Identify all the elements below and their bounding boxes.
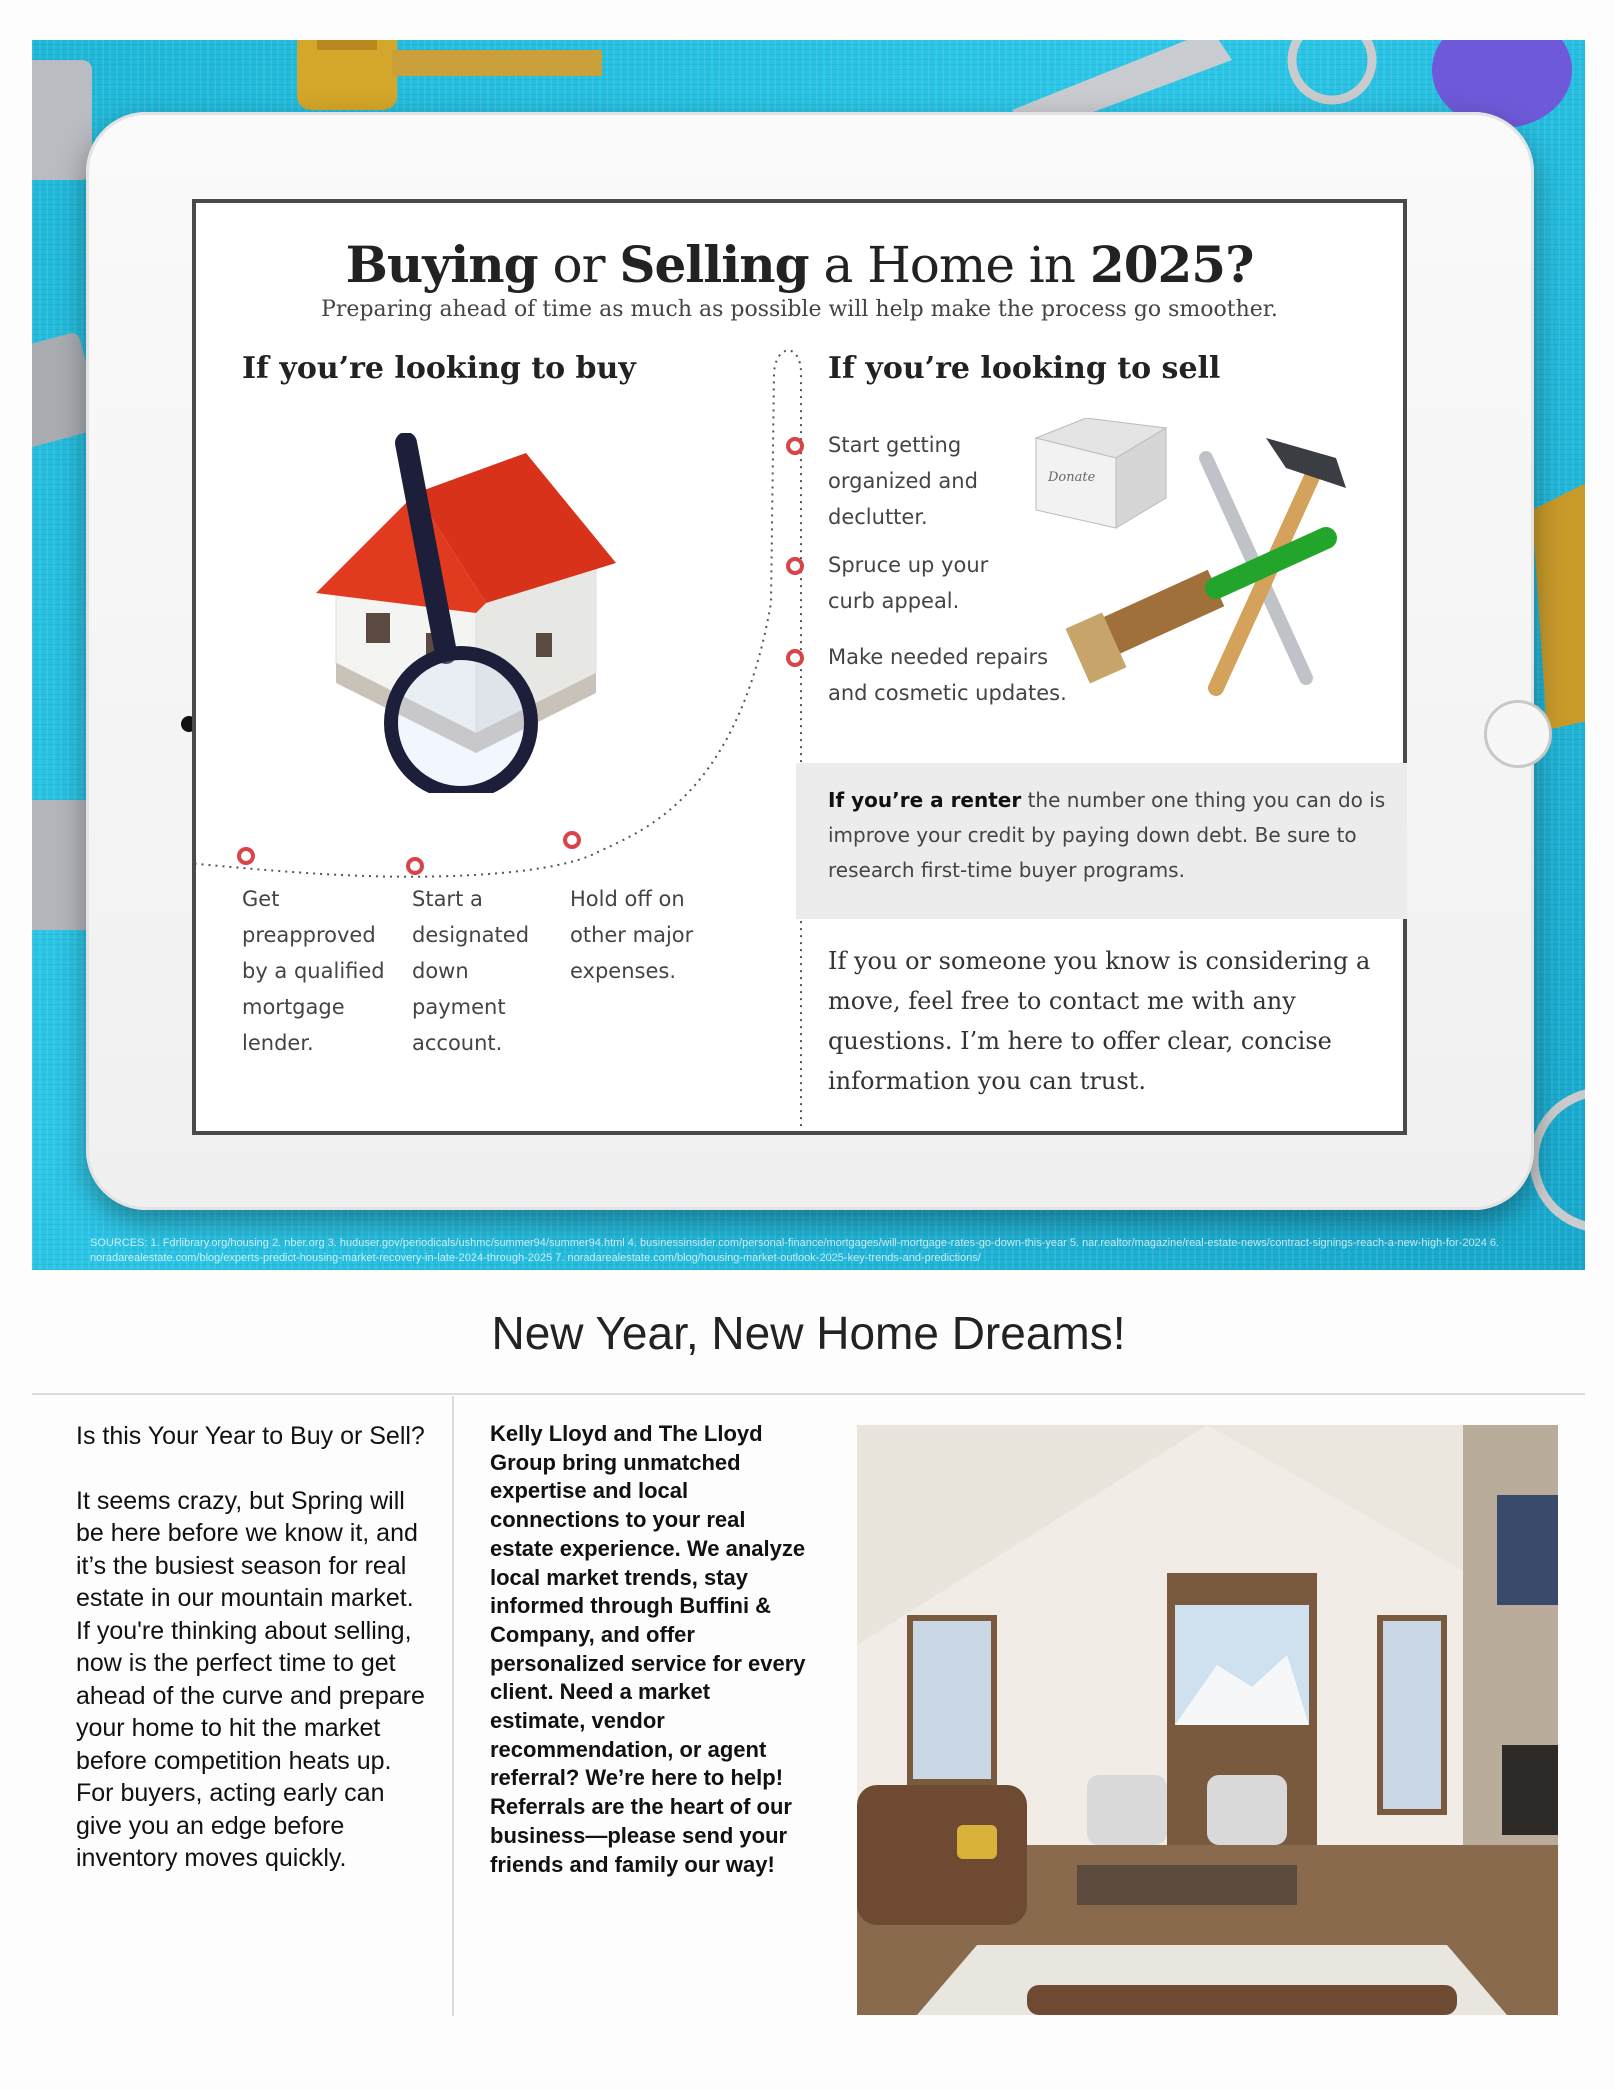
sell-step-1-line-1: Start getting (828, 433, 962, 457)
sell-step-marker-2 (786, 557, 804, 575)
buy-step-1-line-4: mortgage (242, 995, 345, 1019)
gold-key-icon (297, 40, 602, 110)
buy-step-2-line-5: account. (412, 1031, 503, 1055)
title-home-in: a Home in (808, 236, 1090, 294)
title-selling: Selling (619, 235, 809, 294)
left-column (76, 1420, 428, 1875)
buy-step-1-line-5: lender. (242, 1031, 314, 1055)
sell-step-1 (828, 427, 978, 535)
left-question: Is this Your Year to Buy or Sell? (76, 1422, 425, 1450)
sell-step-3-line-2: and cosmetic updates. (828, 681, 1067, 705)
infographic-title (196, 235, 1403, 294)
buy-step-3-line-3: expenses. (570, 959, 677, 983)
house-magnifier-icon (276, 433, 656, 793)
sell-step-3-line-1: Make needed repairs (828, 645, 1049, 669)
article-headline: New Year, New Home Dreams! (32, 1270, 1585, 1395)
sources-footnote: SOURCES: 1. Fdrlibrary.org/housing 2. nber.org 3. huduser.gov/periodicals/ushmc/summer94/summer94.html 4. businessinsider.com/personal-finance/mortgages/will-mortgage-rates-go-down-this-year 5. nar.realtor/magazine/real-estate-news/contract-signings-reach-a-new-high-for-2024 6. noradarealestate.com/blog/experts-predict-housing-market-recovery-in-late-2024-through-2025 7. noradarealestate.com/blog/housing-market-outlook-2025-key-trends-and-predictions/ (90, 1237, 1500, 1264)
buy-step-2 (412, 881, 529, 1061)
renter-callout (796, 763, 1407, 919)
sell-step-marker-1 (786, 437, 804, 455)
left-body: It seems crazy, but Spring will be here before we know it, and it’s the busiest season for real estate in our mountain market. If you're thinking about selling, now is the perfect time to get ahead of the curve and prepare your home to hit the market before competition heats up. For buyers, acting early can give you an edge before inventory moves quickly. (76, 1486, 425, 1872)
renter-text (828, 783, 1388, 888)
sell-heading: If you’re looking to sell (828, 351, 1221, 386)
buy-step-2-line-4: payment (412, 995, 506, 1019)
box-and-tools-icon (1016, 418, 1346, 708)
buy-heading: If you’re looking to buy (242, 351, 636, 386)
buy-step-2-line-3: down (412, 959, 469, 983)
infographic-hero (32, 40, 1585, 1270)
buy-step-marker-2 (406, 857, 424, 875)
sell-step-2 (828, 547, 988, 619)
buy-step-3-line-1: Hold off on (570, 887, 685, 911)
donate-label: Donate (1048, 470, 1096, 485)
middle-column: Kelly Lloyd and The Lloyd Group bring unmatched expertise and local connections to your real estate experience. We analyze local market trends, stay informed through Buffini & Company, and offer personalized service for every client. Need a market estimate, vendor recommendation, or agent referral? We’re here to help! Referrals are the heart of our business—please send your friends and family our way! (490, 1421, 806, 1877)
column-divider (452, 1396, 454, 2016)
sell-step-2-line-1: Spruce up your (828, 553, 989, 577)
contact-message: If you or someone you know is considering a move, feel free to contact me with any questions. I’m here to offer clear, concise information you can trust. (828, 947, 1371, 1095)
buy-step-1-line-1: Get (242, 887, 280, 911)
buy-step-3 (570, 881, 693, 989)
tablet-screen (192, 199, 1407, 1135)
renter-bold: If you’re a renter (828, 788, 1022, 812)
renter-body: the number one thing you can do is improve your credit by paying down debt. Be sure to research first-time buyer programs. (828, 788, 1386, 882)
buy-step-1-line-2: preapproved (242, 923, 376, 947)
title-or: or (537, 236, 620, 294)
buy-step-2-line-1: Start a (412, 887, 483, 911)
buy-step-1 (242, 881, 385, 1061)
buy-step-2-line-2: designated (412, 923, 530, 947)
living-room-illustration (857, 1425, 1558, 2015)
living-room-photo (857, 1425, 1558, 2015)
buy-step-marker-3 (563, 831, 581, 849)
sell-step-2-line-2: curb appeal. (828, 589, 960, 613)
buy-step-marker-1 (237, 847, 255, 865)
home-button (1484, 700, 1552, 768)
title-year: 2025? (1089, 235, 1254, 294)
sell-step-1-line-2: organized and (828, 469, 978, 493)
infographic-subtitle: Preparing ahead of time as much as possible will help make the process go smoother. (321, 297, 1278, 322)
buy-step-3-line-2: other major (570, 923, 694, 947)
sell-step-1-line-3: declutter. (828, 505, 928, 529)
title-buying: Buying (345, 235, 538, 294)
sell-step-marker-3 (786, 649, 804, 667)
buy-step-1-line-3: by a qualified (242, 959, 385, 983)
